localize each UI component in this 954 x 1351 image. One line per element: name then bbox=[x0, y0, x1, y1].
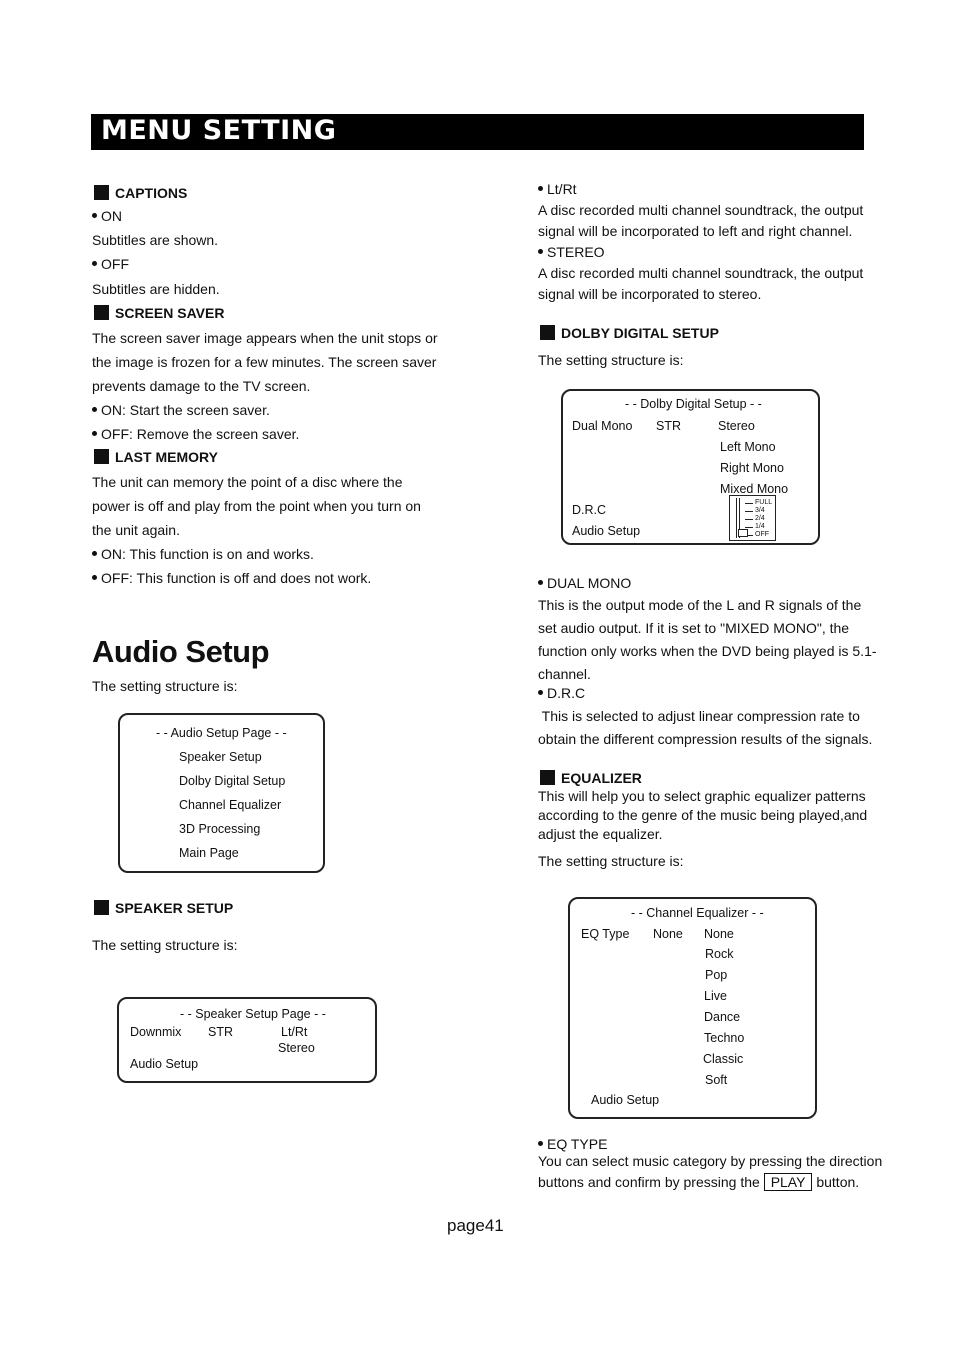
bullet-icon bbox=[92, 407, 97, 412]
square-bullet-icon bbox=[94, 185, 109, 200]
drc-level-1-4: 1/4 bbox=[755, 523, 765, 530]
bullet-icon bbox=[92, 575, 97, 580]
speaker-setup-heading: SPEAKER SETUP bbox=[94, 898, 233, 918]
stereo-item: STEREO bbox=[538, 240, 605, 264]
menu-option-stereo[interactable]: Stereo bbox=[278, 1041, 315, 1055]
menu-option-left-mono[interactable]: Left Mono bbox=[720, 440, 776, 454]
drc-text-1: This is selected to adjust linear compression rate to bbox=[538, 708, 860, 724]
captions-heading: CAPTIONS bbox=[94, 183, 187, 203]
audio-setup-title: Audio Setup bbox=[92, 634, 270, 669]
eq-type-text-1: You can select music category by pressing the direction bbox=[538, 1153, 883, 1169]
menu-option-dance[interactable]: Dance bbox=[704, 1010, 741, 1024]
drc-level-3-4: 3/4 bbox=[755, 507, 765, 514]
slider-tick bbox=[745, 503, 753, 504]
square-bullet-icon bbox=[94, 900, 109, 915]
stereo-text-1: A disc recorded multi channel soundtrack, the output bbox=[538, 265, 864, 281]
page-number: page41 bbox=[447, 1216, 504, 1235]
menu-item-channel-equalizer[interactable]: Channel Equalizer bbox=[179, 798, 282, 812]
captions-on-item: ON bbox=[92, 204, 122, 228]
captions-off-item: OFF bbox=[92, 252, 129, 276]
square-bullet-icon bbox=[540, 325, 555, 340]
menu-item-dolby-digital-setup[interactable]: Dolby Digital Setup bbox=[179, 774, 286, 788]
last-memory-text-2: power is off and play from the point when you turn on bbox=[92, 498, 421, 514]
menu-option-techno[interactable]: Techno bbox=[704, 1031, 745, 1045]
eq-type-item: EQ TYPE bbox=[538, 1132, 607, 1156]
bullet-icon bbox=[92, 261, 97, 266]
dual-mono-text-2: set audio output. If it is set to "MIXED MONO", the bbox=[538, 620, 850, 636]
dual-mono-text-4: channel. bbox=[538, 666, 591, 682]
menu-title: - - Dolby Digital Setup - - bbox=[625, 397, 762, 411]
menu-item-main-page[interactable]: Main Page bbox=[179, 846, 239, 860]
eq-type-text-2: buttons and confirm by pressing the PLAY button. bbox=[538, 1174, 860, 1190]
last-memory-on: ON: This function is on and works. bbox=[92, 542, 314, 566]
drc-level-slider[interactable] bbox=[729, 495, 776, 541]
last-memory-text-3: the unit again. bbox=[92, 522, 180, 538]
equalizer-text-2: according to the genre of the music being played,and bbox=[538, 807, 868, 823]
ltrt-item: Lt/Rt bbox=[538, 177, 577, 201]
menu-option-none[interactable]: None bbox=[704, 927, 734, 941]
equalizer-structure: The setting structure is: bbox=[538, 853, 684, 869]
menu-option-live[interactable]: Live bbox=[704, 989, 727, 1003]
drc-level-2-4: 2/4 bbox=[755, 515, 765, 522]
audio-setup-structure: The setting structure is: bbox=[92, 678, 238, 694]
menu-title: - - Audio Setup Page - - bbox=[156, 726, 287, 740]
screen-saver-heading: SCREEN SAVER bbox=[94, 303, 224, 323]
dual-mono-text-1: This is the output mode of the L and R signals of the bbox=[538, 597, 862, 613]
slider-tick bbox=[745, 527, 753, 528]
banner-title: MENU SETTING bbox=[101, 115, 337, 146]
screen-saver-off: OFF: Remove the screen saver. bbox=[92, 422, 299, 446]
bullet-icon bbox=[92, 431, 97, 436]
menu-option-pop[interactable]: Pop bbox=[705, 968, 728, 982]
menu-title: - - Speaker Setup Page - - bbox=[180, 1007, 326, 1021]
bullet-icon bbox=[92, 213, 97, 218]
screen-saver-text-2: the image is frozen for a few minutes. The screen saver bbox=[92, 354, 437, 370]
dolby-digital-menu bbox=[561, 389, 820, 545]
audio-setup-menu bbox=[118, 713, 325, 873]
slider-tick bbox=[745, 511, 753, 512]
menu-option-right-mono[interactable]: Right Mono bbox=[720, 461, 784, 475]
last-memory-text-1: The unit can memory the point of a disc where the bbox=[92, 474, 403, 490]
menu-option-ltrt[interactable]: Lt/Rt bbox=[281, 1025, 308, 1039]
menu-item-3d-processing[interactable]: 3D Processing bbox=[179, 822, 261, 836]
last-memory-heading: LAST MEMORY bbox=[94, 447, 218, 467]
menu-item-drc[interactable]: D.R.C bbox=[572, 503, 607, 517]
bullet-icon bbox=[538, 1141, 543, 1146]
bullet-icon bbox=[92, 551, 97, 556]
menu-value-str: STR bbox=[656, 419, 681, 433]
screen-saver-text-3: prevents damage to the TV screen. bbox=[92, 378, 311, 394]
menu-item-audio-setup[interactable]: Audio Setup bbox=[572, 524, 641, 538]
captions-on-desc: Subtitles are shown. bbox=[92, 232, 219, 248]
dual-mono-item: DUAL MONO bbox=[538, 571, 631, 595]
bullet-icon bbox=[538, 690, 543, 695]
play-button-label: PLAY bbox=[764, 1173, 813, 1191]
dolby-structure: The setting structure is: bbox=[538, 352, 684, 368]
speaker-setup-menu bbox=[117, 997, 377, 1083]
equalizer-text-1: This will help you to select graphic equalizer patterns bbox=[538, 788, 866, 804]
menu-item-speaker-setup[interactable]: Speaker Setup bbox=[179, 750, 262, 764]
menu-item-audio-setup[interactable]: Audio Setup bbox=[591, 1093, 660, 1107]
screen-saver-text-1: The screen saver image appears when the unit stops or bbox=[92, 330, 438, 346]
menu-option-stereo[interactable]: Stereo bbox=[718, 419, 755, 433]
equalizer-heading: EQUALIZER bbox=[540, 768, 642, 788]
square-bullet-icon bbox=[540, 770, 555, 785]
menu-item-eq-type[interactable]: EQ Type bbox=[581, 927, 630, 941]
last-memory-off: OFF: This function is off and does not work. bbox=[92, 566, 371, 590]
bullet-icon bbox=[538, 249, 543, 254]
captions-off-desc: Subtitles are hidden. bbox=[92, 281, 220, 297]
screen-saver-on: ON: Start the screen saver. bbox=[92, 398, 270, 422]
stereo-text-2: signal will be incorporated to stereo. bbox=[538, 286, 762, 302]
menu-value-str: STR bbox=[208, 1025, 233, 1039]
menu-title: - - Channel Equalizer - - bbox=[631, 906, 764, 920]
speaker-setup-structure: The setting structure is: bbox=[92, 937, 238, 953]
drc-text-2: obtain the different compression results of the signals. bbox=[538, 731, 873, 747]
menu-option-rock[interactable]: Rock bbox=[705, 947, 734, 961]
menu-item-downmix[interactable]: Downmix bbox=[130, 1025, 182, 1039]
menu-option-mixed-mono[interactable]: Mixed Mono bbox=[720, 482, 789, 496]
square-bullet-icon bbox=[94, 305, 109, 320]
bullet-icon bbox=[538, 186, 543, 191]
dual-mono-text-3: function only works when the DVD being played is 5.1- bbox=[538, 643, 877, 659]
slider-knob[interactable] bbox=[738, 529, 748, 537]
drc-level-off: OFF bbox=[755, 531, 769, 538]
bullet-icon bbox=[538, 580, 543, 585]
equalizer-text-3: adjust the equalizer. bbox=[538, 826, 663, 842]
ltrt-text-1: A disc recorded multi channel soundtrack, the output bbox=[538, 202, 864, 218]
menu-option-soft[interactable]: Soft bbox=[705, 1073, 728, 1087]
square-bullet-icon bbox=[94, 449, 109, 464]
menu-item-dual-mono[interactable]: Dual Mono bbox=[572, 419, 633, 433]
ltrt-text-2: signal will be incorporated to left and right channel. bbox=[538, 223, 853, 239]
menu-value-none: None bbox=[653, 927, 683, 941]
drc-item: D.R.C bbox=[538, 681, 585, 705]
section-banner bbox=[91, 114, 864, 150]
channel-equalizer-menu bbox=[568, 897, 817, 1119]
menu-option-classic[interactable]: Classic bbox=[703, 1052, 744, 1066]
dolby-heading: DOLBY DIGITAL SETUP bbox=[540, 323, 719, 343]
drc-level-full: FULL bbox=[755, 499, 773, 506]
menu-item-audio-setup[interactable]: Audio Setup bbox=[130, 1057, 199, 1071]
slider-tick bbox=[745, 519, 753, 520]
